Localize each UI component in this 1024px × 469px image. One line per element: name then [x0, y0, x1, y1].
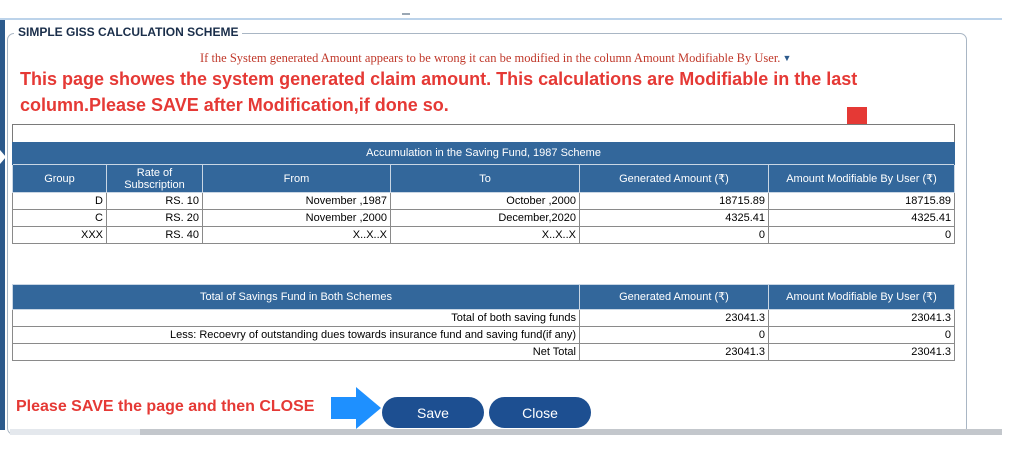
totals-modifiable-input[interactable]: 0 — [769, 327, 955, 344]
cell-generated: 0 — [580, 227, 769, 244]
totals-header-row — [13, 285, 955, 310]
cell-group: C — [13, 210, 107, 227]
cell-from: November ,2000 — [203, 210, 391, 227]
modifiable-amount-input[interactable]: 0 — [769, 227, 955, 244]
col-header-group: Group — [13, 165, 107, 193]
cell-generated: 18715.89 — [580, 193, 769, 210]
cell-rate: RS. 10 — [107, 193, 203, 210]
table-caption-row — [13, 142, 955, 165]
top-handle — [402, 13, 410, 15]
cell-generated: 4325.41 — [580, 210, 769, 227]
totals-modifiable-input[interactable]: 23041.3 — [769, 310, 955, 327]
modifiable-amount-input[interactable]: 18715.89 — [769, 193, 955, 210]
system-note-text: If the System generated Amount appears to be wrong it can be modified in the column Amount Modifiable By User. — [200, 51, 781, 65]
modifiable-amount-input[interactable]: 4325.41 — [769, 210, 955, 227]
horizontal-scrollbar[interactable] — [10, 429, 1002, 435]
cell-from: X..X..X — [203, 227, 391, 244]
table-row — [13, 193, 955, 210]
col-header-from: From — [203, 165, 391, 193]
totals-generated: 0 — [580, 327, 769, 344]
down-arrow-icon: ▼ — [782, 53, 792, 63]
table-row — [13, 210, 955, 227]
panel-toggle-icon[interactable] — [0, 150, 6, 164]
system-note-line — [200, 51, 791, 66]
cell-to: December,2020 — [391, 210, 580, 227]
totals-generated: 23041.3 — [580, 310, 769, 327]
cell-to: X..X..X — [391, 227, 580, 244]
totals-modifiable-input[interactable]: 23041.3 — [769, 344, 955, 361]
totals-label: Total of both saving funds — [13, 310, 580, 327]
header-row — [13, 165, 955, 193]
saving-fund-table — [12, 124, 955, 244]
left-side-panel-strip[interactable] — [0, 20, 5, 430]
cell-group: D — [13, 193, 107, 210]
col-header-modifiable: Amount Modifiable By User (₹) — [769, 165, 955, 193]
cell-group: XXX — [13, 227, 107, 244]
table-caption: Accumulation in the Saving Fund, 1987 Scheme — [13, 142, 955, 165]
cell-rate: RS. 40 — [107, 227, 203, 244]
cell-rate: RS. 20 — [107, 210, 203, 227]
cell-to: October ,2000 — [391, 193, 580, 210]
top-border-line — [0, 18, 1002, 20]
close-button[interactable]: Close — [489, 397, 591, 428]
scrollbar-thumb[interactable] — [140, 429, 1002, 435]
totals-label: Net Total — [13, 344, 580, 361]
section-title: SIMPLE GISS CALCULATION SCHEME — [14, 25, 242, 39]
blank-row — [13, 125, 955, 143]
save-close-instruction: Please SAVE the page and then CLOSE — [16, 398, 315, 415]
col-header-to: To — [391, 165, 580, 193]
table-row — [13, 227, 955, 244]
col-header-generated: Generated Amount (₹) — [580, 165, 769, 193]
blue-right-arrow-icon — [331, 387, 381, 429]
col-header-rate: Rate of Subscription — [107, 165, 203, 193]
save-button[interactable]: Save — [382, 397, 484, 428]
totals-row — [13, 310, 955, 327]
cell-from: November ,1987 — [203, 193, 391, 210]
totals-header-modifiable: Amount Modifiable By User (₹) — [769, 285, 955, 310]
totals-table — [12, 284, 955, 361]
totals-row — [13, 344, 955, 361]
totals-header-generated: Generated Amount (₹) — [580, 285, 769, 310]
totals-label: Less: Recoevry of outstanding dues towards insurance fund and saving fund(if any) — [13, 327, 580, 344]
modification-notice: This page showes the system generated claim amount. This calculations are Modifiable in the last column.Please SAVE after Modification,if done so. — [20, 69, 858, 115]
totals-header-label: Total of Savings Fund in Both Schemes — [13, 285, 580, 310]
totals-generated: 23041.3 — [580, 344, 769, 361]
totals-row — [13, 327, 955, 344]
